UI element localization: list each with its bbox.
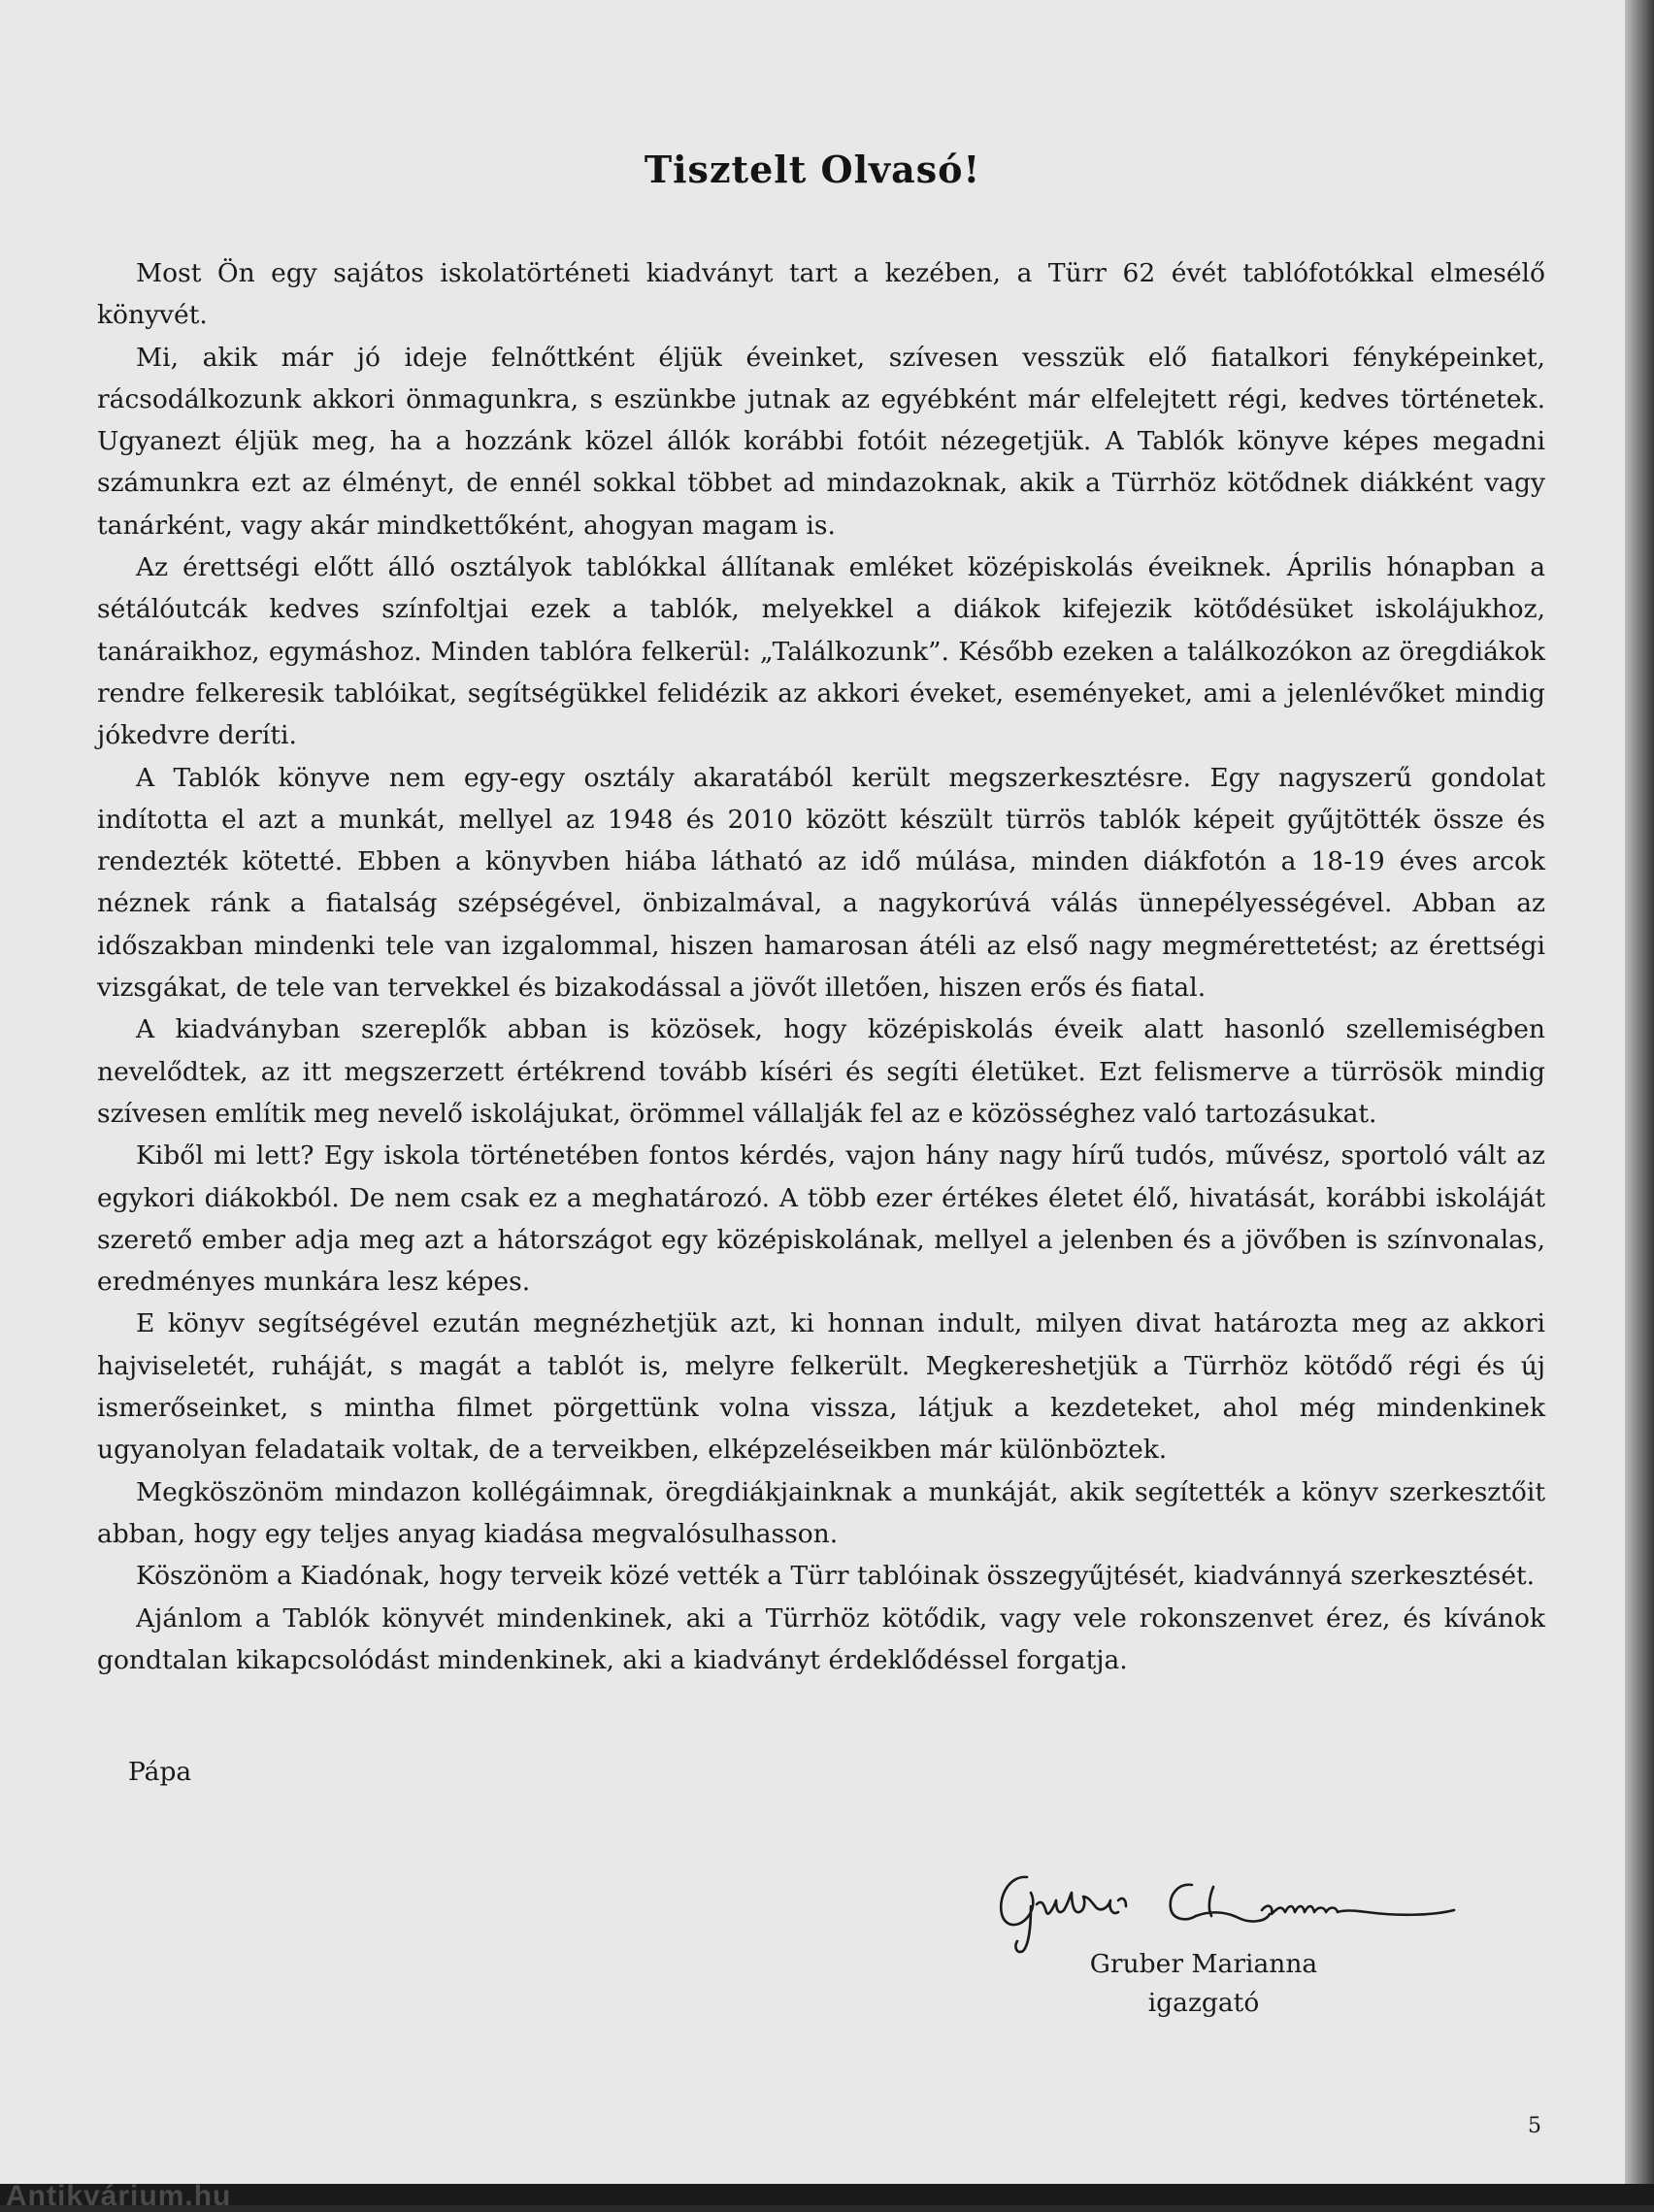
place-name: Pápa bbox=[128, 1757, 192, 1787]
paragraph: Köszönöm a Kiadónak, hogy terveik közé vették a Türr tablóinak összegyűjtését, kiadvánnyá szerkesztését. bbox=[136, 1561, 1536, 1592]
signer-name: Gruber Marianna bbox=[1089, 1949, 1318, 1979]
paragraph: Most Ön egy sajátos iskolatörténeti kiadványt tart a kezében, a Türr 62 évét tablófotókkal elmesélő könyvét. bbox=[97, 258, 1545, 331]
paragraph: Kiből mi lett? Egy iskola történetében fontos kérdés, vajon hány nagy hírű tudós, művész, sportoló vált az egykori diákokból. De nem csak ez a meghatározó. A több ezer értékes életet élő, hivatását, korábbi iskoláját szerető ember adja meg azt a hátországot egy középiskolának, mellyel a jelenben és a jövőben is színvonalas, eredményes munkára lesz képes. bbox=[97, 1140, 1545, 1298]
signer-role: igazgató bbox=[1147, 1988, 1260, 2018]
bottom-strip bbox=[0, 2184, 1654, 2205]
paragraph: Ajánlom a Tablók könyvét mindenkinek, aki a Türrhöz kötődik, vagy vele rokonszenvet érez, és kívánok gondtalan kikapcsolódást mindenkinek, aki a kiadványt érdeklődéssel forgatja. bbox=[97, 1602, 1545, 1675]
page-title: Tisztelt Olvasó! bbox=[644, 148, 981, 191]
paragraph: Az érettségi előtt álló osztályok tablókkal állítanak emléket középiskolás éveiknek. Április hónapban a sétálóutcák kedves színfoltjai ezek a tablók, melyekkel a diákok kifejezik kötődésüket iskolájukhoz, tanáraikhoz, egymáshoz. Minden tablóra felkerül: „Találkozunk”. Később ezeken a találkozókon az öregdiákok rendre felkeresik tablóikat, segítségükkel felidézik az akkori éveket, eseményeket, ami a jelenlévőket mindig jókedvre deríti. bbox=[97, 552, 1545, 751]
paragraph: A Tablók könyve nem egy-egy osztály akaratából került megszerkesztésre. Egy nagyszerű gondolat indította el azt a munkát, mellyel az 1948 és 2010 között készült türrös tablók képeit gyűjtötték össze és rendezték kötetté. Ebben a könyvben hiába látható az idő múlása, minden diákfotón a 18-19 éves arcok néznek ránk a fiatalság szépségével, önbizalmával, a nagykorúvá válás ünnepélyességével. Abban az időszakban mindenki tele van izgalommal, hiszen hamarosan átéli az első nagy megmérettetést; az érettségi vizsgákat, de tele van tervekkel és bizakodással a jövőt illetően, hiszen erős és fiatal. bbox=[97, 762, 1545, 1004]
handwritten-signature bbox=[988, 1848, 1473, 1955]
paragraph: E könyv segítségével ezután megnézhetjük azt, ki honnan indult, milyen divat határozta meg az akkori hajviseletét, ruháját, s magát a tablót is, melyre felkerült. Megkereshetjük a Türrhöz kötődő régi és új ismerőseinket, s mintha filmet pörgettünk volna vissza, látjuk a kezdeteket, ahol még mindenkinek ugyanolyan feladataik voltak, de a terveikben, elképzeléseikben már különböztek. bbox=[97, 1308, 1545, 1466]
page-edge bbox=[1625, 0, 1654, 2205]
paragraph: A kiadványban szereplők abban is közösek, hogy középiskolás éveik alatt hasonló szellemiségben nevelődtek, az itt megszerzett értékrend tovább kíséri és segíti életüket. Ezt felismerve a türrösök mindig szívesen említik meg nevelő iskolájukat, örömmel vállalják fel az e közösséghez való tartozásukat. bbox=[97, 1014, 1545, 1129]
watermark: Antikvárium.hu bbox=[6, 2180, 232, 2212]
paragraph: Megköszönöm mindazon kollégáimnak, öregdiákjainknak a munkáját, akik segítették a könyv szerkesztőit abban, hogy egy teljes anyag kiadása megvalósulhasson. bbox=[97, 1476, 1545, 1549]
letter-body bbox=[97, 252, 1545, 1681]
paragraph: Mi, akik már jó ideje felnőttként éljük éveinket, szívesen vesszük elő fiatalkori fényképeinket, rácsodálkozunk akkori önmagunkra, s eszünkbe jutnak az egyébként már elfelejtett régi, kedves történetek. Ugyanezt éljük meg, ha a hozzánk közel állók korábbi fotóit nézegetjük. A Tablók könyve képes megadni számunkra ezt az élményt, de ennél sokkal többet ad mindazoknak, akik a Türrhöz kötődnek diákként vagy tanárként, vagy akár mindkettőként, ahogyan magam is. bbox=[97, 342, 1545, 541]
page-number: 5 bbox=[1528, 2114, 1541, 2138]
signer-block bbox=[1048, 1945, 1359, 2023]
